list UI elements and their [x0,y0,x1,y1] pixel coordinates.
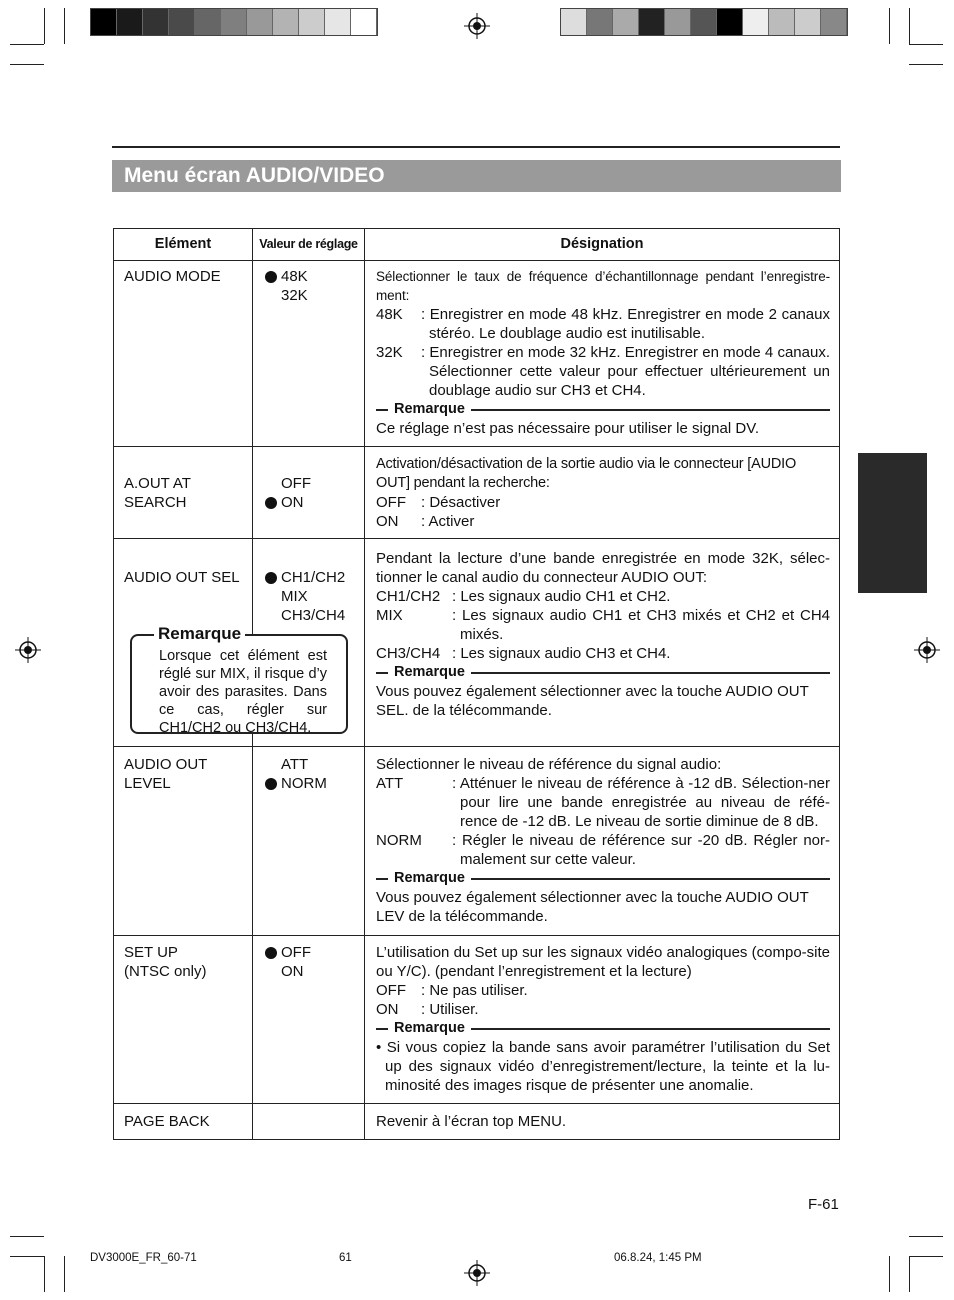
option: 48K [265,267,308,286]
footer-file: DV3000E_FR_60-71 [90,1252,197,1264]
option: ON [265,493,311,512]
crop-mark [909,64,943,65]
crop-mark [889,8,890,44]
description-intro: Revenir à l’écran top MENU. [376,1113,567,1130]
crop-mark [64,8,65,44]
element-name: AUDIO OUT SEL [124,569,240,586]
element-name: AUDIO OUT LEVEL [124,756,208,792]
remark-heading: Remarque [376,1019,830,1038]
value-options [265,568,345,625]
remark-text: • Si vous copiez la bande sans avoir paramétrer l’utilisation du Set up des signaux vidéo d’enregistrement/lecture, la teinte et la lu-minosité des images risque de présenter une anomalie. [376,1039,830,1094]
option: OFF [281,475,311,492]
value-options [265,474,311,512]
element-name: PAGE BACK [124,1113,210,1130]
option: NORM [265,774,327,793]
color-bar-right [560,8,848,36]
crop-mark [10,44,44,45]
definition: 48K : Enregistrer en mode 48 kHz. Enregistrer en mode 2 canaux stéréo. Le doublage audio est inutilisable. [376,306,830,342]
registration-mark-icon [464,1260,490,1286]
crop-mark [10,1256,44,1257]
footer-date: 06.8.24, 1:45 PM [614,1252,702,1264]
remark-box-label: Remarque [154,624,245,644]
crop-mark [909,44,943,45]
option: 32K [281,287,308,304]
crop-mark [64,1256,65,1292]
crop-mark [44,8,45,44]
definition: NORM : Régler le niveau de référence sur -20 dB. Régler nor-malement sur cette valeur. [376,832,830,868]
description-intro: Pendant la lecture d’une bande enregistrée en mode 32K, sélec-tionner le canal audio du connecteur AUDIO OUT: [376,550,830,586]
crop-mark [889,1256,890,1292]
column-divider [364,229,365,1139]
option: OFF [265,943,311,962]
registration-mark-icon [914,637,940,663]
remark-text: Vous pouvez également sélectionner avec la touche AUDIO OUT SEL. de la télécommande. [376,683,809,719]
description-intro: Activation/désactivation de la sortie audio via le connecteur [AUDIO OUT] pendant la recherche: [376,456,797,491]
page-title: Menu écran AUDIO/VIDEO [112,160,841,192]
option: CH3/CH4 [281,607,346,624]
settings-table [113,228,840,1140]
option: ON [281,963,304,980]
designation [376,267,830,438]
designation [376,549,830,720]
crop-mark [909,8,910,44]
designation [376,1112,830,1131]
definition: MIX : Les signaux audio CH1 et CH3 mixés et CH2 et CH4 mixés. [376,607,830,643]
crop-mark [10,64,44,65]
remark-heading: Remarque [376,869,830,888]
crop-mark [909,1256,910,1292]
remark-heading: Remarque [376,663,830,682]
crop-mark [909,1256,943,1257]
remark-text: Ce réglage n’est pas nécessaire pour utiliser le signal DV. [376,420,759,437]
top-rule [112,146,840,148]
value-options [265,267,308,305]
definition: CH1/CH2 : Les signaux audio CH1 et CH2. [376,588,671,605]
selected-dot-icon [265,572,277,584]
column-header-element: Elément [154,236,212,252]
footer-page: 61 [339,1252,352,1264]
row-divider [114,746,839,747]
definition: OFF : Désactiver [376,494,501,511]
selected-dot-icon [265,497,277,509]
row-divider [114,260,839,261]
description-intro: L’utilisation du Set up sur les signaux vidéo analogiques (compo-site ou Y/C). (pendant l’enregistrement et la lecture) [376,944,830,980]
column-header-value: Valeur de réglage [259,237,358,251]
option: CH1/CH2 [265,568,345,587]
description-intro: Sélectionner le taux de fréquence d’échantillonnage pendant l’enregistre-ment: [376,269,830,303]
selected-dot-icon [265,271,277,283]
registration-mark-icon [15,637,41,663]
row-divider [114,538,839,539]
value-options [265,755,327,793]
definition: OFF : Ne pas utiliser. [376,982,528,999]
remark-box-text: Lorsque cet élément est réglé sur MIX, il risque d’y avoir des parasites. Dans ce cas, régler sur CH1/CH2 ou CH3/CH4. [159,648,327,736]
designation [376,455,830,531]
crop-mark [10,1236,44,1237]
selected-dot-icon [265,947,277,959]
option: ATT [281,756,309,773]
value-options [265,943,311,981]
crop-mark [909,1236,943,1237]
definition: ON : Activer [376,513,475,530]
row-divider [114,446,839,447]
definition: CH3/CH4 : Les signaux audio CH3 et CH4. [376,645,671,662]
crop-mark [44,1256,45,1292]
registration-mark-icon [464,13,490,39]
row-divider [114,935,839,936]
element-name: AUDIO MODE [124,268,221,285]
option: MIX [281,588,308,605]
selected-dot-icon [265,778,277,790]
element-name: SET UP (NTSC only) [124,944,207,980]
definition: 32K : Enregistrer en mode 32 kHz. Enregistrer en mode 4 canaux. Sélectionner cette valeur pour effectuer ultérieurement un doublage audio sur CH3 et CH4. [376,344,830,399]
column-header-designation: Désignation [560,236,644,252]
designation [376,943,830,1095]
page-number: F-61 [808,1196,839,1213]
definition: ATT : Atténuer le niveau de référence à -12 dB. Sélection-ner pour lire une bande enregistrée au niveau de réfé-rence de -12 dB. Le niveau de sortie diminue de 8 dB. [376,775,830,830]
remark-box [130,624,348,736]
remark-heading: Remarque [376,400,830,419]
section-tab [858,453,927,593]
remark-text: Vous pouvez également sélectionner avec la touche AUDIO OUT LEV de la télécommande. [376,889,809,925]
designation [376,755,830,926]
color-bar-left [90,8,378,36]
description-intro: Sélectionner le niveau de référence du signal audio: [376,756,722,773]
row-divider [114,1103,839,1104]
element-name: A.OUT AT SEARCH [124,475,191,511]
definition: ON : Utiliser. [376,1001,479,1018]
